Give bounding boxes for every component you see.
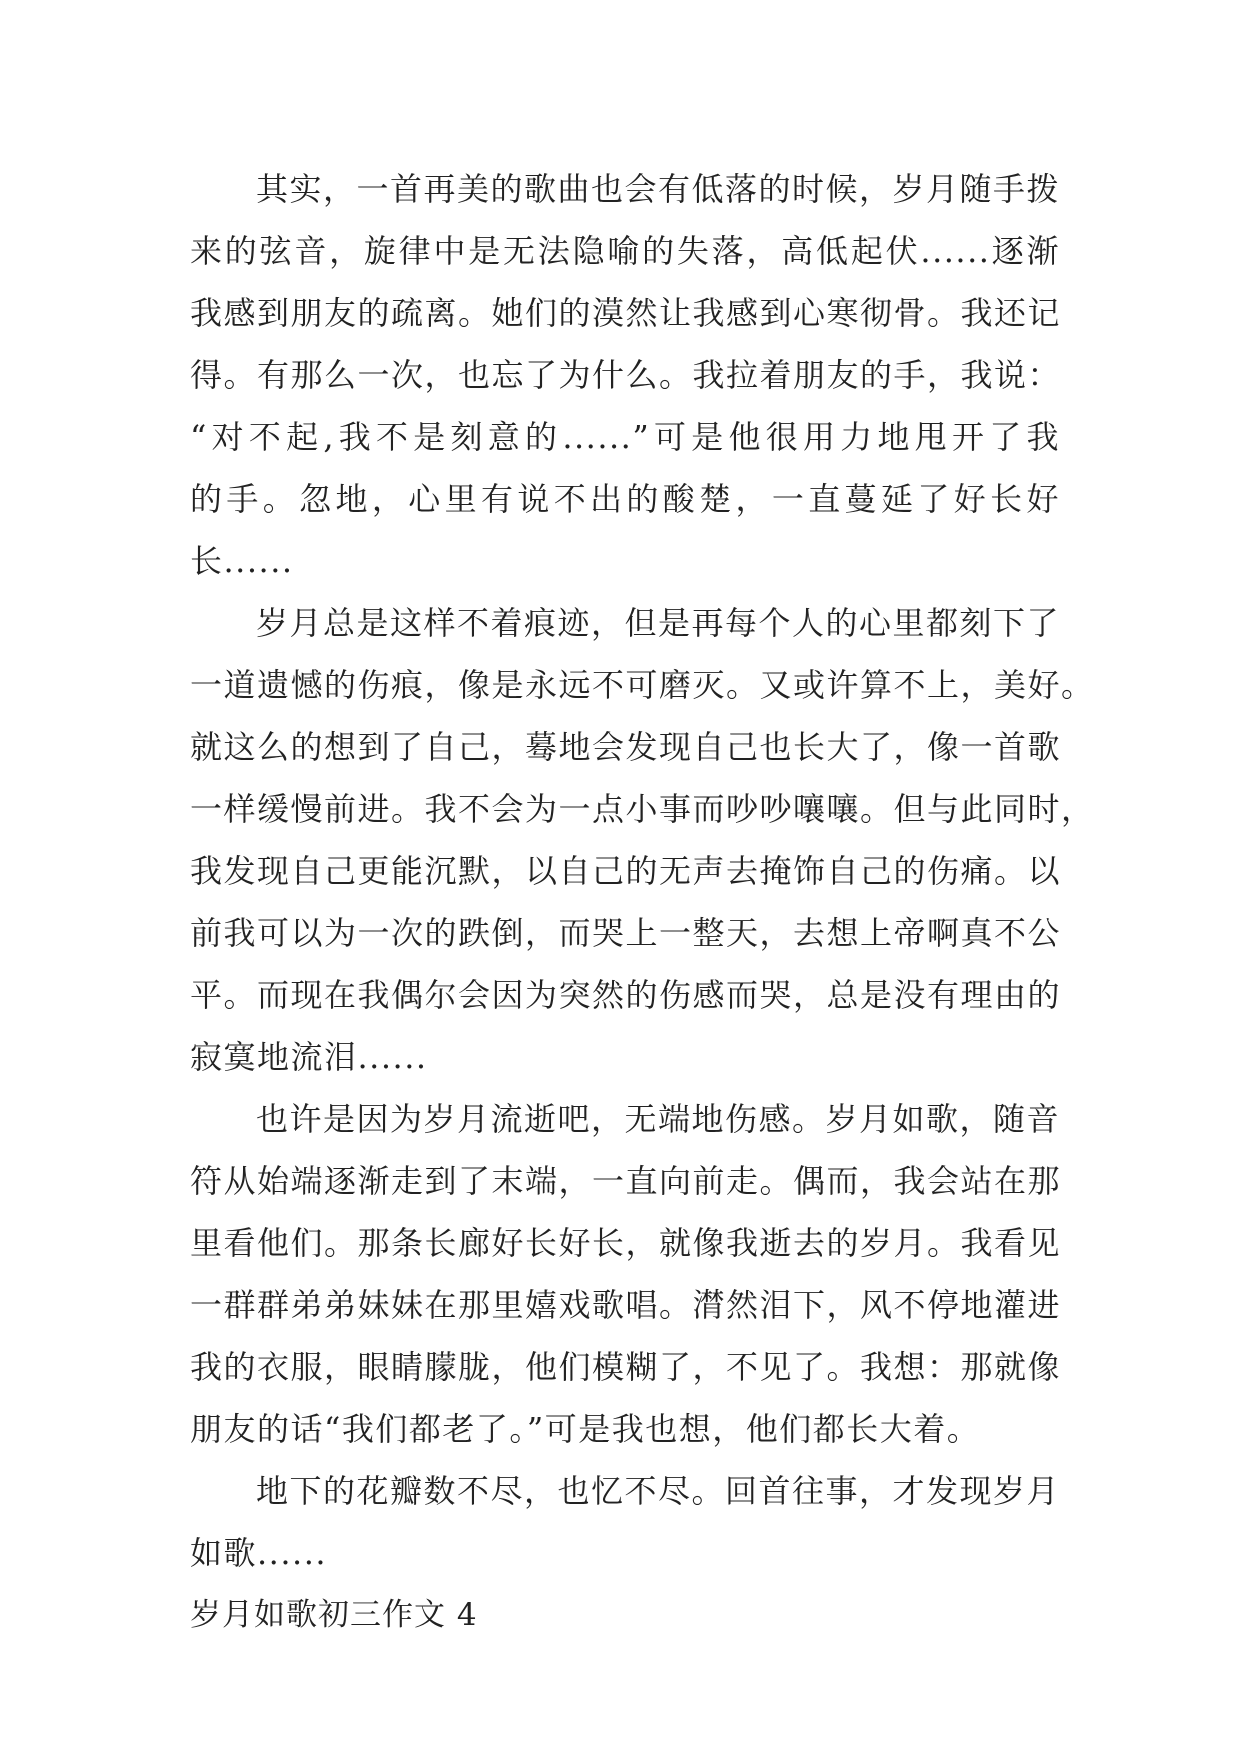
paragraph-3-line-1: 也许是因为岁月流逝吧，无端地伤感。岁月如歌，随音 — [256, 1100, 1061, 1138]
paragraph-1-line-2: 来的弦音，旋律中是无法隐喻的失落，高低起伏......逐渐 — [190, 232, 1060, 270]
paragraph-1-line-1: 其实，一首再美的歌曲也会有低落的时候，岁月随手拨 — [256, 170, 1061, 208]
paragraph-2-line-6: 前我可以为一次的跌倒，而哭上一整天，去想上帝啊真不公 — [190, 914, 1062, 952]
paragraph-1 — [190, 158, 1060, 592]
paragraph-3-line-6: 朋友的话“我们都老了。”可是我也想，他们都长大着。 — [190, 1410, 981, 1448]
paragraph-1-line-3: 我感到朋友的疏离。她们的漠然让我感到心寒彻骨。我还记 — [190, 294, 1062, 332]
paragraph-1-line-6: 的手。忽地，心里有说不出的酸楚，一直蔓延了好长好 — [190, 480, 1060, 518]
paragraph-2-line-5: 我发现自己更能沉默，以自己的无声去掩饰自己的伤痛。以 — [190, 852, 1062, 890]
paragraph-3-line-4: 一群群弟弟妹妹在那里嬉戏歌唱。潸然泪下，风不停地灌进 — [190, 1286, 1062, 1324]
paragraph-3-line-5: 我的衣服，眼睛朦胧，他们模糊了，不见了。我想：那就像 — [190, 1348, 1062, 1386]
paragraph-4-line-1: 地下的花瓣数不尽，也忆不尽。回首往事，才发现岁月 — [256, 1472, 1061, 1510]
paragraph-3-line-2: 符从始端逐渐走到了末端，一直向前走。偶而，我会站在那 — [190, 1162, 1062, 1200]
paragraph-4 — [190, 1460, 1060, 1584]
section-heading: 岁月如歌初三作文 4 — [190, 1597, 478, 1633]
document-body — [190, 158, 1095, 1646]
paragraph-1-line-5: “对不起,我不是刻意的......”可是他很用力地甩开了我 — [190, 418, 1060, 456]
paragraph-1-line-4: 得。有那么一次，也忘了为什么。我拉着朋友的手，我说： — [190, 356, 1062, 394]
paragraph-2-line-1: 岁月总是这样不着痕迹，但是再每个人的心里都刻下了 — [256, 604, 1061, 642]
paragraph-1-line-7: 长...... — [190, 542, 294, 580]
paragraph-2-line-2: 一道遗憾的伤痕，像是永远不可磨灭。又或许算不上，美好。 — [190, 666, 1095, 704]
paragraph-2-line-7: 平。而现在我偶尔会因为突然的伤感而哭，总是没有理由的 — [190, 976, 1062, 1014]
paragraph-3 — [190, 1088, 1060, 1460]
paragraph-2 — [190, 592, 1095, 1088]
paragraph-3-line-3: 里看他们。那条长廊好长好长，就像我逝去的岁月。我看见 — [190, 1224, 1062, 1262]
paragraph-4-line-2: 如歌...... — [190, 1534, 328, 1572]
paragraph-2-line-3: 就这么的想到了自己，蓦地会发现自己也长大了，像一首歌 — [190, 728, 1062, 766]
paragraph-2-line-4: 一样缓慢前进。我不会为一点小事而吵吵嚷嚷。但与此同时， — [190, 790, 1095, 828]
paragraph-2-line-8: 寂寞地流泪...... — [190, 1038, 428, 1076]
